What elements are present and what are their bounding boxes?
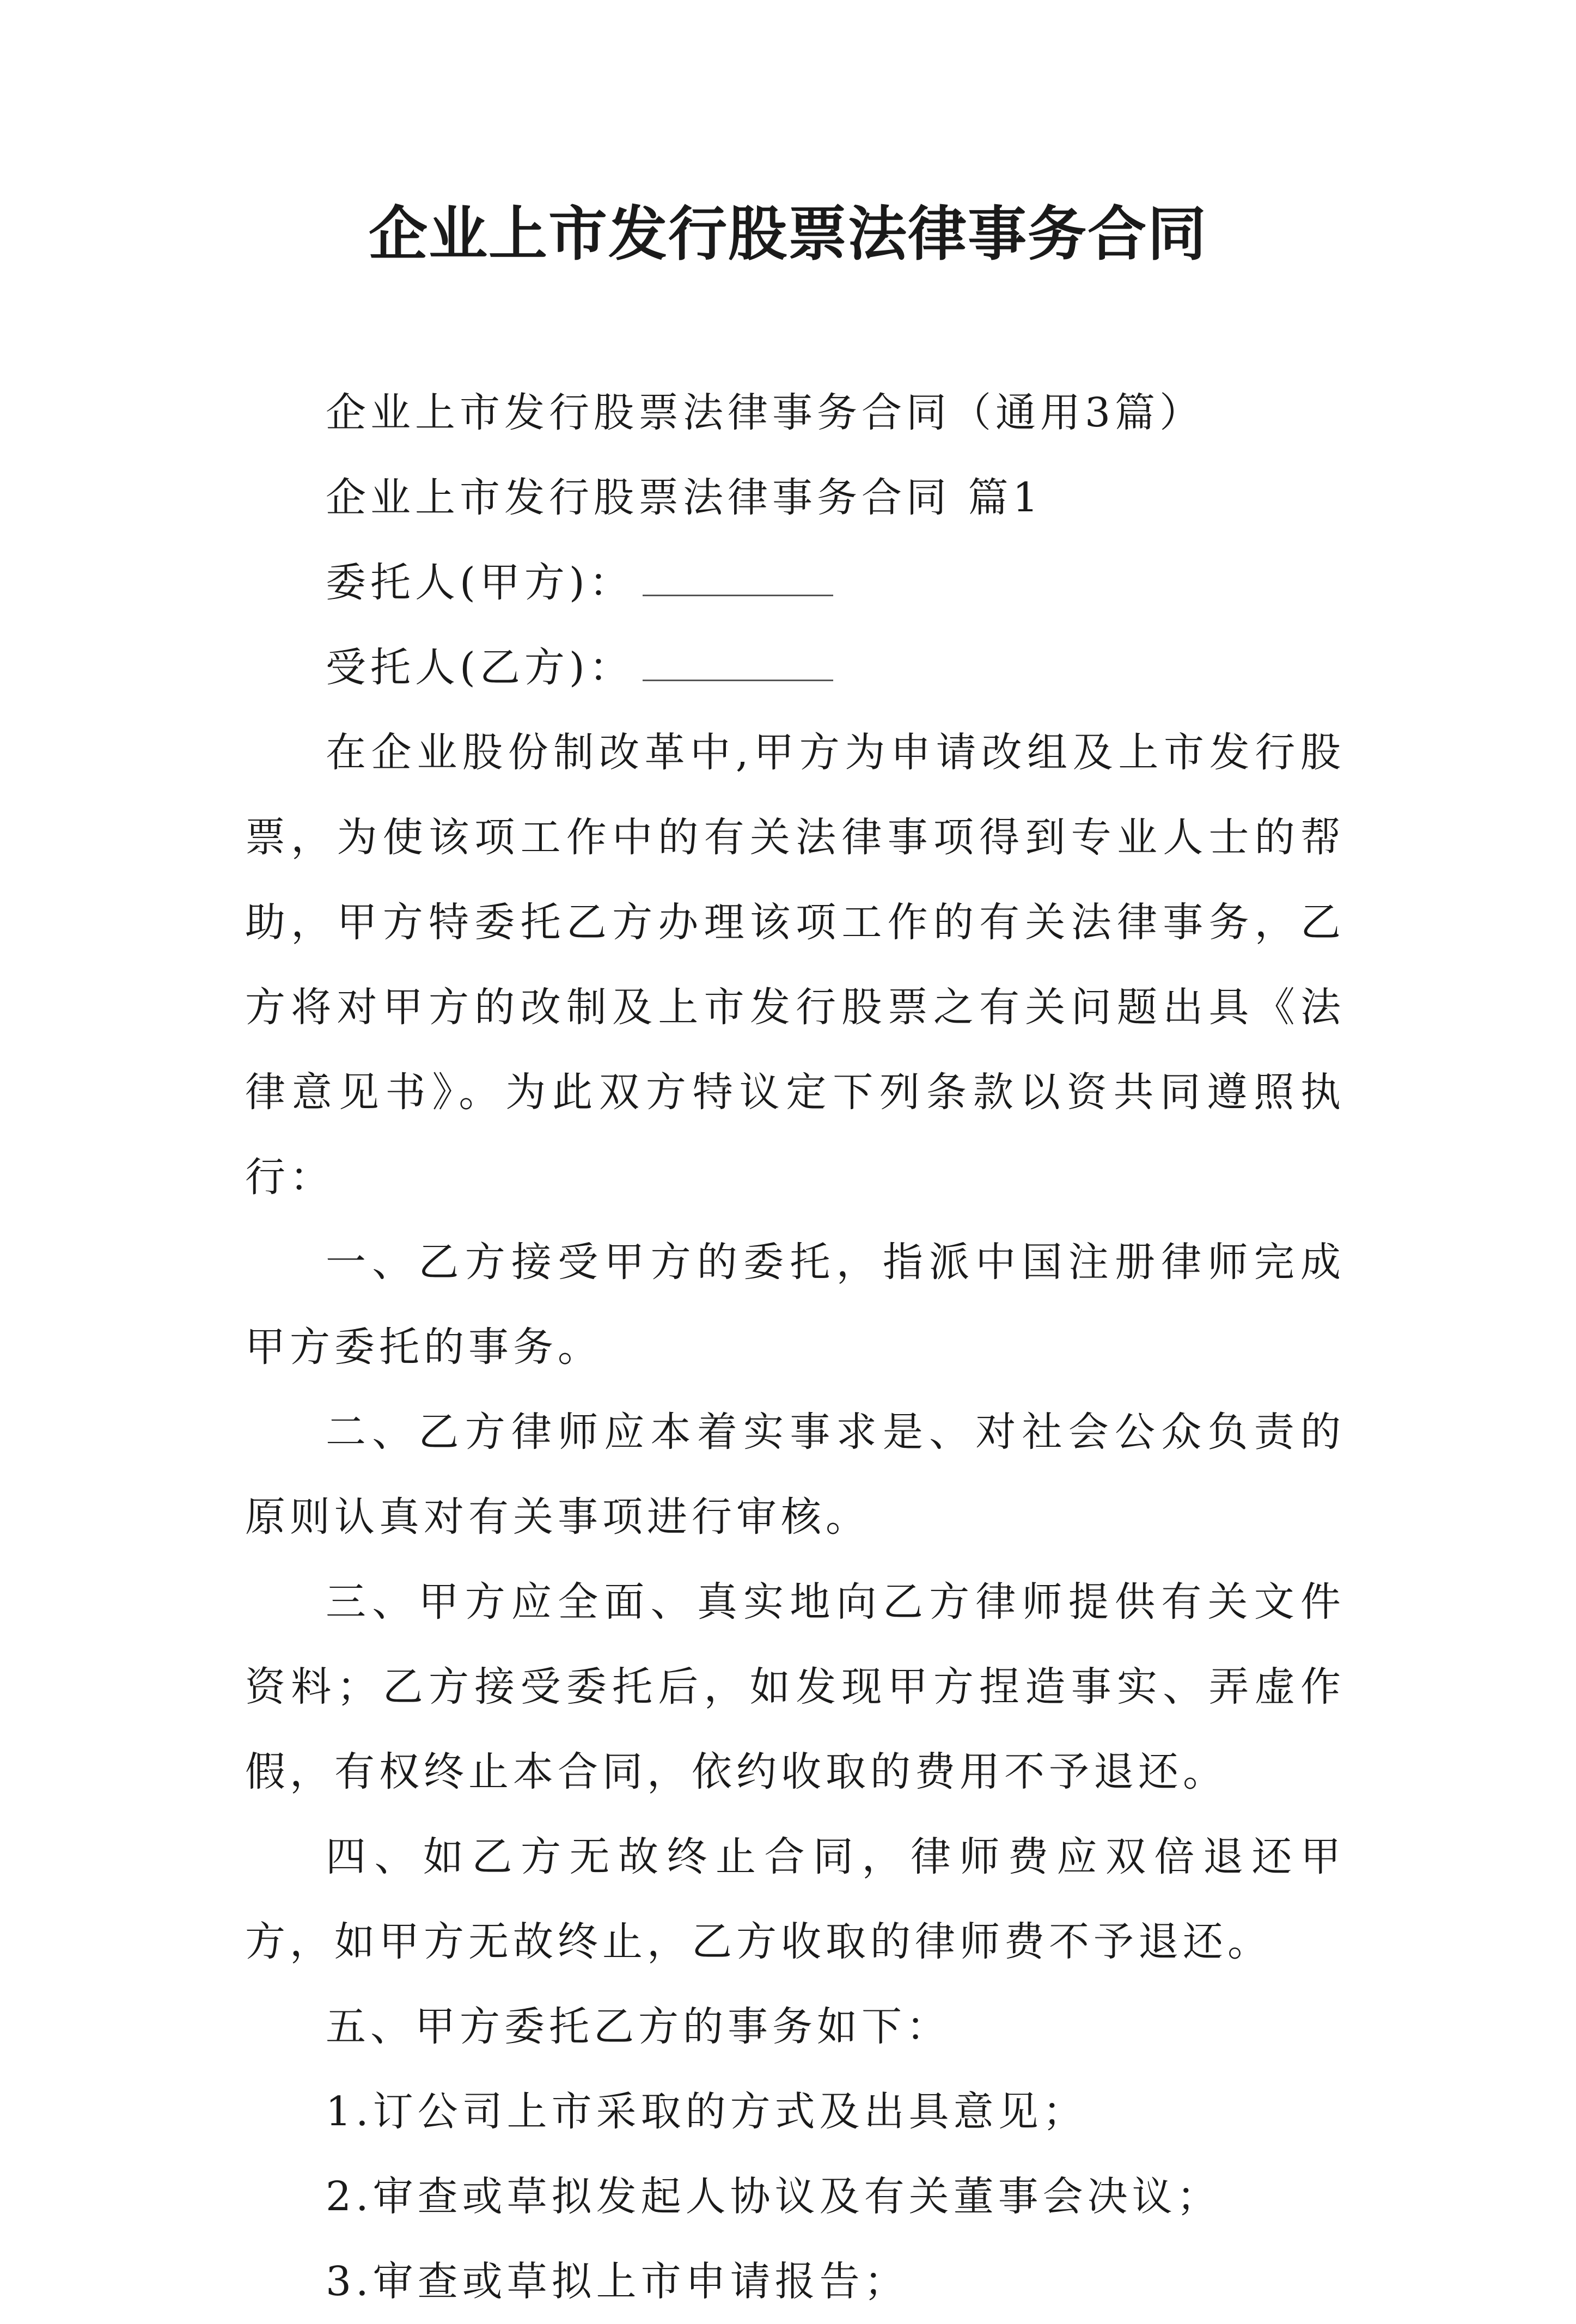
party-a-label: 委托人(甲方)： — [326, 559, 634, 606]
party-a-line — [245, 540, 1345, 625]
clause-1: 一、乙方接受甲方的委托，指派中国注册律师完成甲方委托的事务。 — [245, 1239, 1345, 1371]
clause-4: 四、如乙方无故终止合同，律师费应双倍退还甲方，如甲方无故终止，乙方收取的律师费不予退还。 — [245, 1833, 1345, 1965]
document-body — [245, 370, 1345, 2324]
document-title: 企业上市发行股票法律事务合同 — [368, 200, 1207, 268]
clause-5: 五、甲方委托乙方的事务如下： — [326, 2003, 951, 2050]
party-a-blank — [643, 562, 833, 596]
clause-2: 二、乙方律师应本着实事求是、对社会公众负责的原则认真对有关事项进行审核。 — [245, 1409, 1345, 1540]
item-1: 1.订公司上市采取的方式及出具意见； — [326, 2088, 1088, 2135]
intro-paragraph: 在企业股份制改革中,甲方为申请改组及上市发行股票，为使该项工作中的有关法律事项得到专业人士的帮助，甲方特委托乙方办理该项工作的有关法律事务，乙方将对甲方的改制及上市发行股票之有关问题出具《法律意见书》。为此双方特议定下列条款以资共同遵照执行： — [245, 729, 1345, 1201]
party-b-blank — [643, 647, 833, 681]
party-b-line — [245, 625, 1345, 710]
party-b-label: 受托人(乙方)： — [326, 644, 634, 691]
item-2: 2.审查或草拟发起人协议及有关董事会决议； — [326, 2173, 1221, 2220]
section-heading: 企业上市发行股票法律事务合同 篇1 — [326, 474, 1043, 521]
document-subtitle: 企业上市发行股票法律事务合同（通用3篇） — [326, 389, 1205, 436]
clause-3: 三、甲方应全面、真实地向乙方律师提供有关文件资料；乙方接受委托后，如发现甲方捏造事实、弄虚作假，有权终止本合同，依约收取的费用不予退还。 — [245, 1579, 1345, 1795]
item-3: 3.审查或草拟上市申请报告； — [326, 2258, 909, 2305]
